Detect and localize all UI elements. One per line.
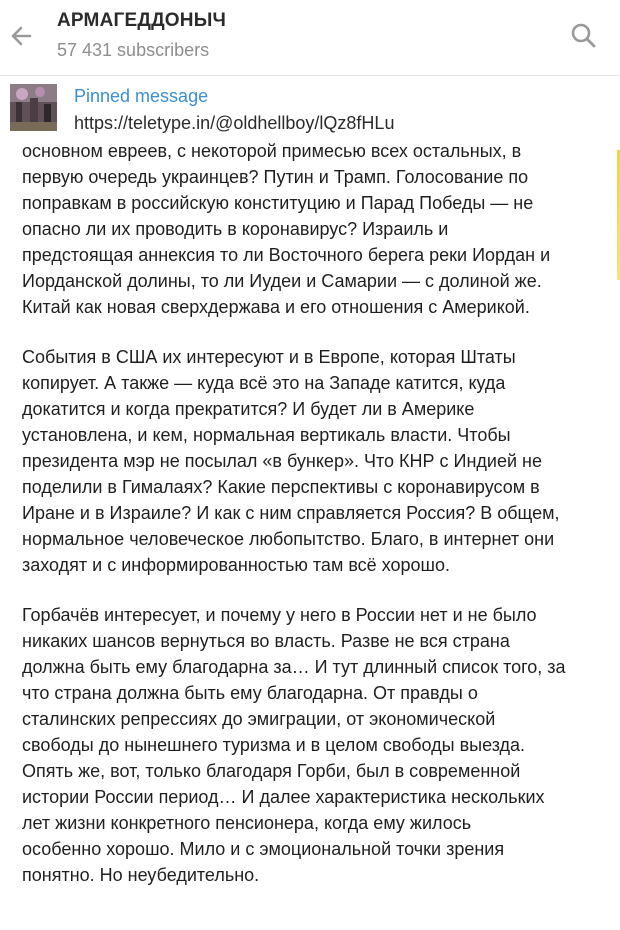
message-paragraph: События в США их интересуют и в Европе, которая Штаты копирует. А также — куда всё это на Западе катится, куда докатится и когда прекратится? И будет ли в Америке установлена, и кем, нормальная вертикаль власти. Чтобы президента мэр не посылал «в бункер». Что КНР с Индией не поделили в Гималаях? Какие перспективы с коронавирусом в Иране и в Израиле? И как с ним справляется Россия? В общем, нормальное человеческое любопытство. Благо, в интернет они заходят и с информированностью там всё хорошо. [22,347,560,575]
message-paragraph: основном евреев, с некоторой примесью всех остальных, в первую очередь украинцев? Путин и Трамп. Голосование по поправкам в российскую конституцию и Парад Победы — не опасно ли их проводить в коронавирус? Израиль и предстоящая аннексия то ли Восточного берега реки Иордан и Иорданской долины, то ли Иудеи и Самарии — с долиной же. Китай как новая сверхдержава и его отношения с Америкой. [22,141,551,317]
arrow-left-icon [4,18,40,54]
subscriber-count: 57 431 subscribers [57,40,210,60]
search-button[interactable] [566,18,602,54]
pinned-thumbnail [10,84,57,131]
pinned-link[interactable]: https://teletype.in/@oldhellboy/lQz8fHLu [74,113,395,133]
channel-header [0,0,620,75]
back-button[interactable] [4,18,40,54]
message-body [22,141,618,930]
search-icon [566,18,602,54]
pinned-label: Pinned message [74,86,209,106]
pinned-message-bar[interactable] [0,76,620,140]
message-paragraph: Горбачёв интересует, и почему у него в России нет и не было никаких шансов вернуться во власть. Разве не вся страна должна быть ему благодарна за… И тут длинный список того, за что страна должна быть ему благодарна. От правды о сталинских репрессиях до эмиграции, от экономической свободы до нынешнего туризма и в целом свободы выезда. Опять же, вот, только благодаря Горби, был в современной истории России период… И далее характеристика нескольких лет жизни конкретного пенсионера, когда ему жилось особенно хорошо. Мило и с эмоциональной точки зрения понятно. Но неубедительно. [22,605,566,885]
channel-title[interactable]: АРМАГЕДДОНЫЧ [57,10,227,31]
